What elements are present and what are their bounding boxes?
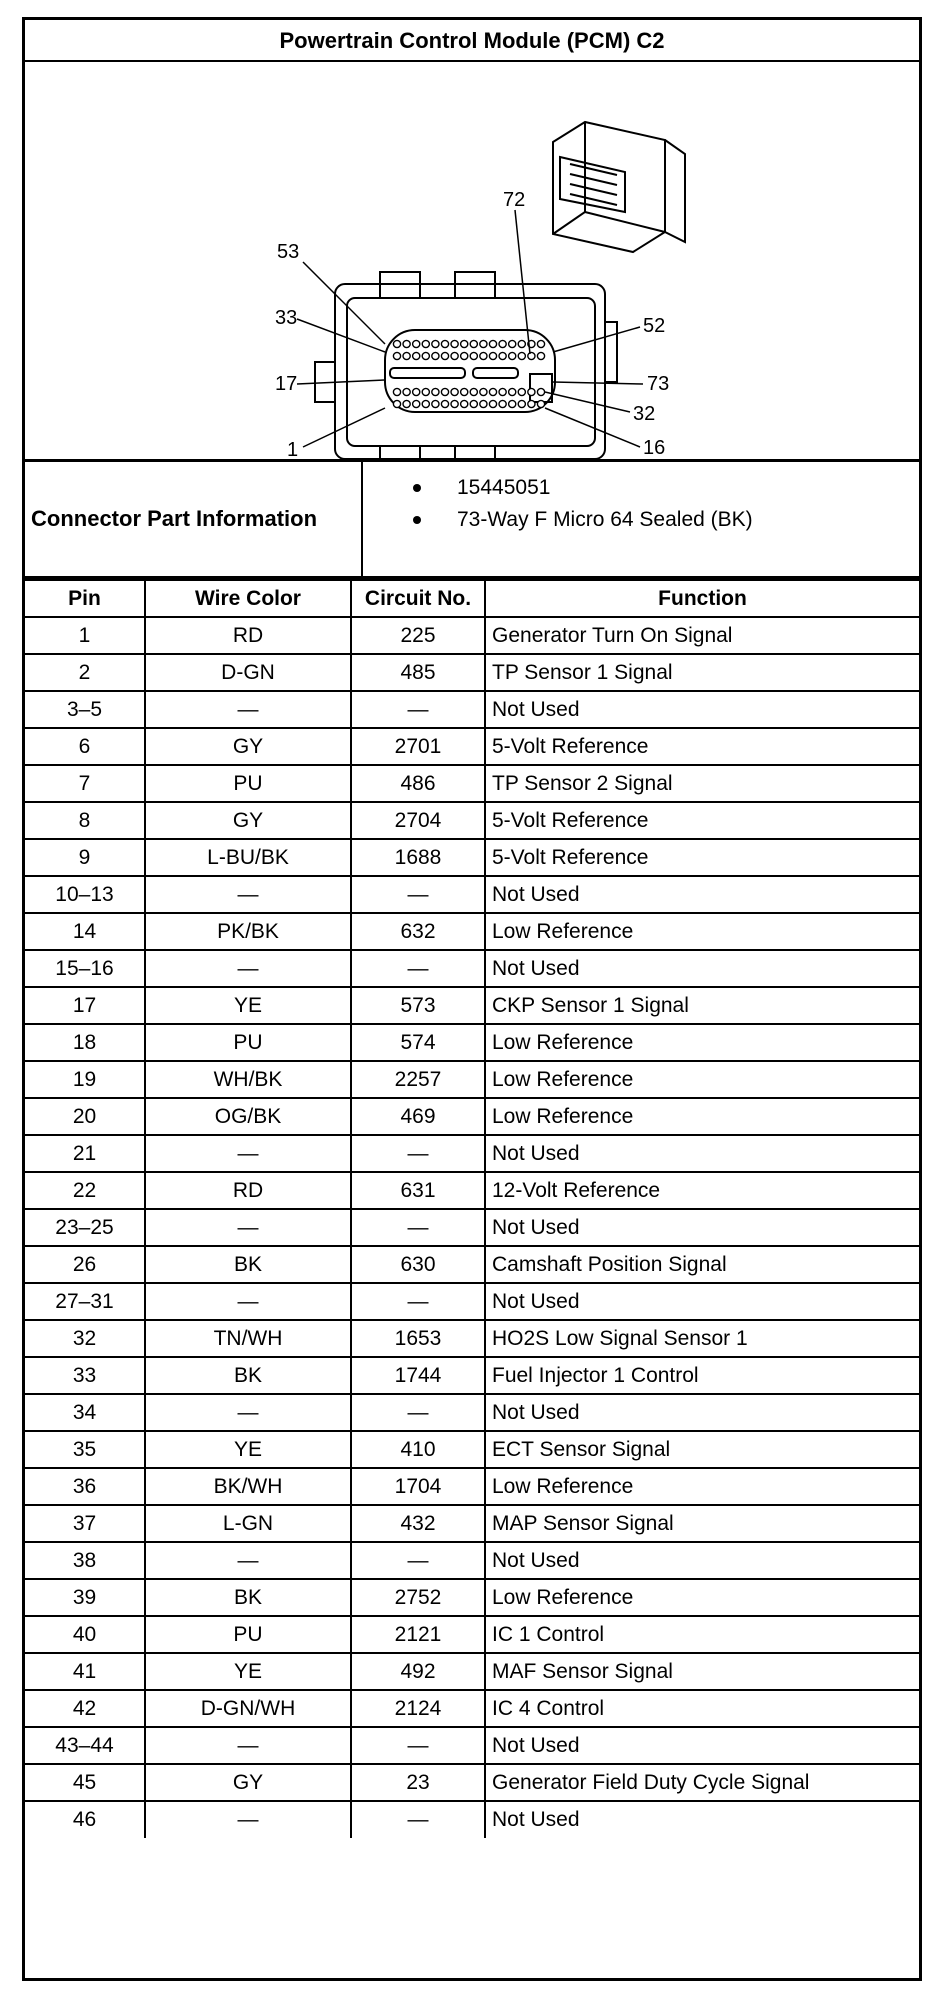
label-1: 1 <box>287 439 299 461</box>
pin-cavity <box>489 388 496 395</box>
wire-color-cell: BK <box>145 1357 351 1394</box>
function-cell: IC 4 Control <box>485 1690 919 1727</box>
function-cell: 12-Volt Reference <box>485 1172 919 1209</box>
pin-cavity <box>489 352 496 359</box>
pin-cell: 27–31 <box>25 1283 145 1320</box>
pin-cell: 2 <box>25 654 145 691</box>
circuit-cell: 2701 <box>351 728 485 765</box>
table-row <box>25 1098 919 1135</box>
pin-cell: 41 <box>25 1653 145 1690</box>
wire-color-cell: PU <box>145 765 351 802</box>
pin-cavity <box>441 388 448 395</box>
pin-cavity <box>537 388 544 395</box>
table-row <box>25 1616 919 1653</box>
circuit-cell: — <box>351 1542 485 1579</box>
pin-cell: 19 <box>25 1061 145 1098</box>
pin-cavity <box>499 340 506 347</box>
part-number: 15445051 <box>457 476 551 499</box>
pin-cell: 14 <box>25 913 145 950</box>
pin-cavity <box>393 352 400 359</box>
bullet-icon <box>413 484 421 492</box>
table-row <box>25 1579 919 1616</box>
pin-cavity <box>461 352 468 359</box>
function-cell: IC 1 Control <box>485 1616 919 1653</box>
connector-description: 73-Way F Micro 64 Sealed (BK) <box>457 508 753 531</box>
function-cell: Low Reference <box>485 1024 919 1061</box>
table-row <box>25 1764 919 1801</box>
function-cell: Low Reference <box>485 913 919 950</box>
wire-color-cell: — <box>145 1727 351 1764</box>
pin-cavity <box>470 352 477 359</box>
wire-color-cell: YE <box>145 987 351 1024</box>
pin-cell: 32 <box>25 1320 145 1357</box>
pin-cavity <box>489 340 496 347</box>
wire-color-cell: YE <box>145 1653 351 1690</box>
table-row <box>25 1394 919 1431</box>
circuit-cell: 2257 <box>351 1061 485 1098</box>
wire-color-cell: TN/WH <box>145 1320 351 1357</box>
pin-cavity <box>422 340 429 347</box>
function-cell: Not Used <box>485 1727 919 1764</box>
wire-color-cell: — <box>145 950 351 987</box>
circuit-cell: 1688 <box>351 839 485 876</box>
circuit-cell: 574 <box>351 1024 485 1061</box>
pin-cavity <box>441 400 448 407</box>
pin-cell: 46 <box>25 1801 145 1838</box>
function-cell: MAP Sensor Signal <box>485 1505 919 1542</box>
pin-cavity <box>441 340 448 347</box>
table-row <box>25 987 919 1024</box>
pin-cavity <box>509 388 516 395</box>
function-cell: Low Reference <box>485 1579 919 1616</box>
function-cell: Not Used <box>485 1394 919 1431</box>
pin-cell: 15–16 <box>25 950 145 987</box>
page-title: Powertrain Control Module (PCM) C2 <box>25 20 919 62</box>
pin-cell: 36 <box>25 1468 145 1505</box>
pin-cell: 40 <box>25 1616 145 1653</box>
pin-cavity <box>432 400 439 407</box>
wire-color-cell: RD <box>145 1172 351 1209</box>
pin-cavity <box>432 352 439 359</box>
pin-cell: 6 <box>25 728 145 765</box>
wire-color-cell: — <box>145 1209 351 1246</box>
label-52: 52 <box>643 315 666 337</box>
table-row <box>25 728 919 765</box>
pin-cavity <box>480 388 487 395</box>
table-row <box>25 654 919 691</box>
pin-cavity <box>413 352 420 359</box>
table-header-row <box>25 580 919 617</box>
pin-cavity <box>528 400 535 407</box>
pin-cavity <box>393 400 400 407</box>
pin-cavity <box>441 352 448 359</box>
function-cell: TP Sensor 1 Signal <box>485 654 919 691</box>
connector-face <box>315 272 617 462</box>
table-row <box>25 839 919 876</box>
wire-color-cell: — <box>145 1542 351 1579</box>
table-row <box>25 1172 919 1209</box>
circuit-cell: — <box>351 1209 485 1246</box>
wire-color-cell: OG/BK <box>145 1098 351 1135</box>
function-cell: Not Used <box>485 1542 919 1579</box>
pin-cavity <box>499 388 506 395</box>
wire-color-cell: — <box>145 1801 351 1838</box>
pin-cell: 3–5 <box>25 691 145 728</box>
pin-cell: 38 <box>25 1542 145 1579</box>
label-33: 33 <box>275 307 298 329</box>
wire-color-cell: BK <box>145 1579 351 1616</box>
connector-part-information <box>25 462 919 579</box>
wire-color-cell: YE <box>145 1431 351 1468</box>
function-cell: CKP Sensor 1 Signal <box>485 987 919 1024</box>
pin-cell: 33 <box>25 1357 145 1394</box>
circuit-cell: 23 <box>351 1764 485 1801</box>
pinout-table <box>25 579 919 1838</box>
pin-cavity <box>499 400 506 407</box>
pin-cavity <box>489 400 496 407</box>
pin-cavity <box>480 400 487 407</box>
table-row <box>25 1653 919 1690</box>
table-row <box>25 1283 919 1320</box>
wire-color-cell: WH/BK <box>145 1061 351 1098</box>
label-73: 73 <box>647 373 670 395</box>
circuit-cell: 631 <box>351 1172 485 1209</box>
pin-cavity <box>528 388 535 395</box>
wire-color-cell: — <box>145 691 351 728</box>
pin-cell: 8 <box>25 802 145 839</box>
function-cell: Not Used <box>485 1801 919 1838</box>
table-row <box>25 802 919 839</box>
circuit-cell: — <box>351 1394 485 1431</box>
pin-cavity <box>393 388 400 395</box>
connector-info-item <box>413 472 919 504</box>
function-cell: Fuel Injector 1 Control <box>485 1357 919 1394</box>
function-cell: Low Reference <box>485 1468 919 1505</box>
bullet-icon <box>413 516 421 524</box>
function-cell: HO2S Low Signal Sensor 1 <box>485 1320 919 1357</box>
pin-cavity <box>403 400 410 407</box>
table-row <box>25 1357 919 1394</box>
function-cell: Not Used <box>485 691 919 728</box>
connector-3d-view-icon <box>553 122 685 252</box>
connector-info-list <box>363 462 919 576</box>
pin-cavity <box>461 400 468 407</box>
pin-cavity <box>470 388 477 395</box>
circuit-cell: 432 <box>351 1505 485 1542</box>
pin-cell: 9 <box>25 839 145 876</box>
connector-sheet <box>22 17 922 1981</box>
pin-cavity <box>432 340 439 347</box>
function-cell: 5-Volt Reference <box>485 728 919 765</box>
pin-cavity <box>509 340 516 347</box>
function-cell: TP Sensor 2 Signal <box>485 765 919 802</box>
circuit-cell: 410 <box>351 1431 485 1468</box>
wire-color-cell: L-GN <box>145 1505 351 1542</box>
pin-cell: 43–44 <box>25 1727 145 1764</box>
pin-cavities <box>393 340 544 407</box>
pin-cavity <box>518 340 525 347</box>
label-32: 32 <box>633 403 656 425</box>
wire-color-cell: BK <box>145 1246 351 1283</box>
circuit-cell: 2121 <box>351 1616 485 1653</box>
table-row <box>25 1468 919 1505</box>
function-cell: Generator Field Duty Cycle Signal <box>485 1764 919 1801</box>
function-cell: Not Used <box>485 1135 919 1172</box>
circuit-cell: 2124 <box>351 1690 485 1727</box>
function-cell: MAF Sensor Signal <box>485 1653 919 1690</box>
function-cell: Generator Turn On Signal <box>485 617 919 654</box>
circuit-cell: — <box>351 950 485 987</box>
pin-cavity <box>451 340 458 347</box>
table-row <box>25 1135 919 1172</box>
table-row <box>25 1320 919 1357</box>
pin-cell: 20 <box>25 1098 145 1135</box>
pin-cell: 45 <box>25 1764 145 1801</box>
pin-cavity <box>393 340 400 347</box>
header-function: Function <box>485 580 919 617</box>
pin-cavity <box>432 388 439 395</box>
table-row <box>25 1801 919 1838</box>
wire-color-cell: GY <box>145 802 351 839</box>
pin-cavity <box>403 340 410 347</box>
table-row <box>25 617 919 654</box>
circuit-cell: 492 <box>351 1653 485 1690</box>
function-cell: Low Reference <box>485 1061 919 1098</box>
circuit-cell: — <box>351 1801 485 1838</box>
circuit-cell: 2752 <box>351 1579 485 1616</box>
function-cell: 5-Volt Reference <box>485 802 919 839</box>
pin-cavity <box>422 400 429 407</box>
pin-cavity <box>518 352 525 359</box>
function-cell: Not Used <box>485 876 919 913</box>
table-row <box>25 691 919 728</box>
label-72: 72 <box>503 189 526 211</box>
pin-cell: 18 <box>25 1024 145 1061</box>
pin-cavity <box>451 388 458 395</box>
pin-cavity <box>413 340 420 347</box>
table-row <box>25 1727 919 1764</box>
pin-cavity <box>480 340 487 347</box>
pin-cavity <box>518 388 525 395</box>
label-53: 53 <box>277 241 300 263</box>
pin-cell: 23–25 <box>25 1209 145 1246</box>
pin-cavity <box>509 400 516 407</box>
pin-cavity <box>451 400 458 407</box>
table-row <box>25 1505 919 1542</box>
wire-color-cell: — <box>145 1394 351 1431</box>
circuit-cell: 486 <box>351 765 485 802</box>
table-row <box>25 1024 919 1061</box>
pin-cell: 7 <box>25 765 145 802</box>
circuit-cell: 1653 <box>351 1320 485 1357</box>
pin-cell: 35 <box>25 1431 145 1468</box>
pin-cavity <box>422 352 429 359</box>
wire-color-cell: — <box>145 1135 351 1172</box>
pin-cell: 1 <box>25 617 145 654</box>
pin-cavity <box>509 352 516 359</box>
function-cell: Not Used <box>485 950 919 987</box>
pin-cavity <box>470 400 477 407</box>
connector-drawing <box>25 62 919 462</box>
circuit-cell: 225 <box>351 617 485 654</box>
function-cell: Not Used <box>485 1283 919 1320</box>
pin-cavity <box>528 352 535 359</box>
pin-cavity <box>470 340 477 347</box>
pin-cavity <box>537 400 544 407</box>
wire-color-cell: PK/BK <box>145 913 351 950</box>
pin-cavity <box>480 352 487 359</box>
header-wire-color: Wire Color <box>145 580 351 617</box>
pin-cell: 42 <box>25 1690 145 1727</box>
pin-cavity <box>518 400 525 407</box>
header-circuit-no: Circuit No. <box>351 580 485 617</box>
circuit-cell: 2704 <box>351 802 485 839</box>
wire-color-cell: RD <box>145 617 351 654</box>
table-row <box>25 876 919 913</box>
wire-color-cell: L-BU/BK <box>145 839 351 876</box>
wire-color-cell: PU <box>145 1616 351 1653</box>
table-row <box>25 1431 919 1468</box>
pin-cell: 17 <box>25 987 145 1024</box>
pin-cell: 21 <box>25 1135 145 1172</box>
table-row <box>25 765 919 802</box>
table-row <box>25 913 919 950</box>
circuit-cell: 469 <box>351 1098 485 1135</box>
function-cell: 5-Volt Reference <box>485 839 919 876</box>
pin-cavity <box>499 352 506 359</box>
wire-color-cell: D-GN <box>145 654 351 691</box>
pin-cavity <box>461 340 468 347</box>
label-16: 16 <box>643 437 666 459</box>
function-cell: Not Used <box>485 1209 919 1246</box>
wire-color-cell: D-GN/WH <box>145 1690 351 1727</box>
circuit-cell: — <box>351 1135 485 1172</box>
wire-color-cell: GY <box>145 1764 351 1801</box>
table-row <box>25 1690 919 1727</box>
function-cell: Camshaft Position Signal <box>485 1246 919 1283</box>
circuit-cell: — <box>351 1727 485 1764</box>
header-pin: Pin <box>25 580 145 617</box>
label-17: 17 <box>275 373 298 395</box>
pin-cell: 10–13 <box>25 876 145 913</box>
pin-cavity <box>537 340 544 347</box>
wire-color-cell: BK/WH <box>145 1468 351 1505</box>
circuit-cell: — <box>351 1283 485 1320</box>
pin-cell: 26 <box>25 1246 145 1283</box>
connector-diagram <box>25 62 919 462</box>
table-row <box>25 1246 919 1283</box>
pin-cell: 37 <box>25 1505 145 1542</box>
table-row <box>25 1542 919 1579</box>
table-row <box>25 1061 919 1098</box>
circuit-cell: — <box>351 876 485 913</box>
pin-cavity <box>413 400 420 407</box>
pin-cavity <box>403 352 410 359</box>
table-row <box>25 950 919 987</box>
pin-cell: 34 <box>25 1394 145 1431</box>
pin-cavity <box>403 388 410 395</box>
connector-info-item <box>413 504 919 536</box>
pin-cavity <box>537 352 544 359</box>
table-row <box>25 1209 919 1246</box>
wire-color-cell: GY <box>145 728 351 765</box>
connector-info-label: Connector Part Information <box>25 462 363 576</box>
circuit-cell: 1704 <box>351 1468 485 1505</box>
wire-color-cell: — <box>145 876 351 913</box>
pin-cavity <box>461 388 468 395</box>
circuit-cell: — <box>351 691 485 728</box>
circuit-cell: 573 <box>351 987 485 1024</box>
circuit-cell: 630 <box>351 1246 485 1283</box>
function-cell: ECT Sensor Signal <box>485 1431 919 1468</box>
circuit-cell: 1744 <box>351 1357 485 1394</box>
circuit-cell: 632 <box>351 913 485 950</box>
wire-color-cell: PU <box>145 1024 351 1061</box>
pin-cavity <box>451 352 458 359</box>
pin-cavity <box>413 388 420 395</box>
function-cell: Low Reference <box>485 1098 919 1135</box>
circuit-cell: 485 <box>351 654 485 691</box>
pin-cavity <box>422 388 429 395</box>
pin-cell: 22 <box>25 1172 145 1209</box>
pin-cell: 39 <box>25 1579 145 1616</box>
wire-color-cell: — <box>145 1283 351 1320</box>
